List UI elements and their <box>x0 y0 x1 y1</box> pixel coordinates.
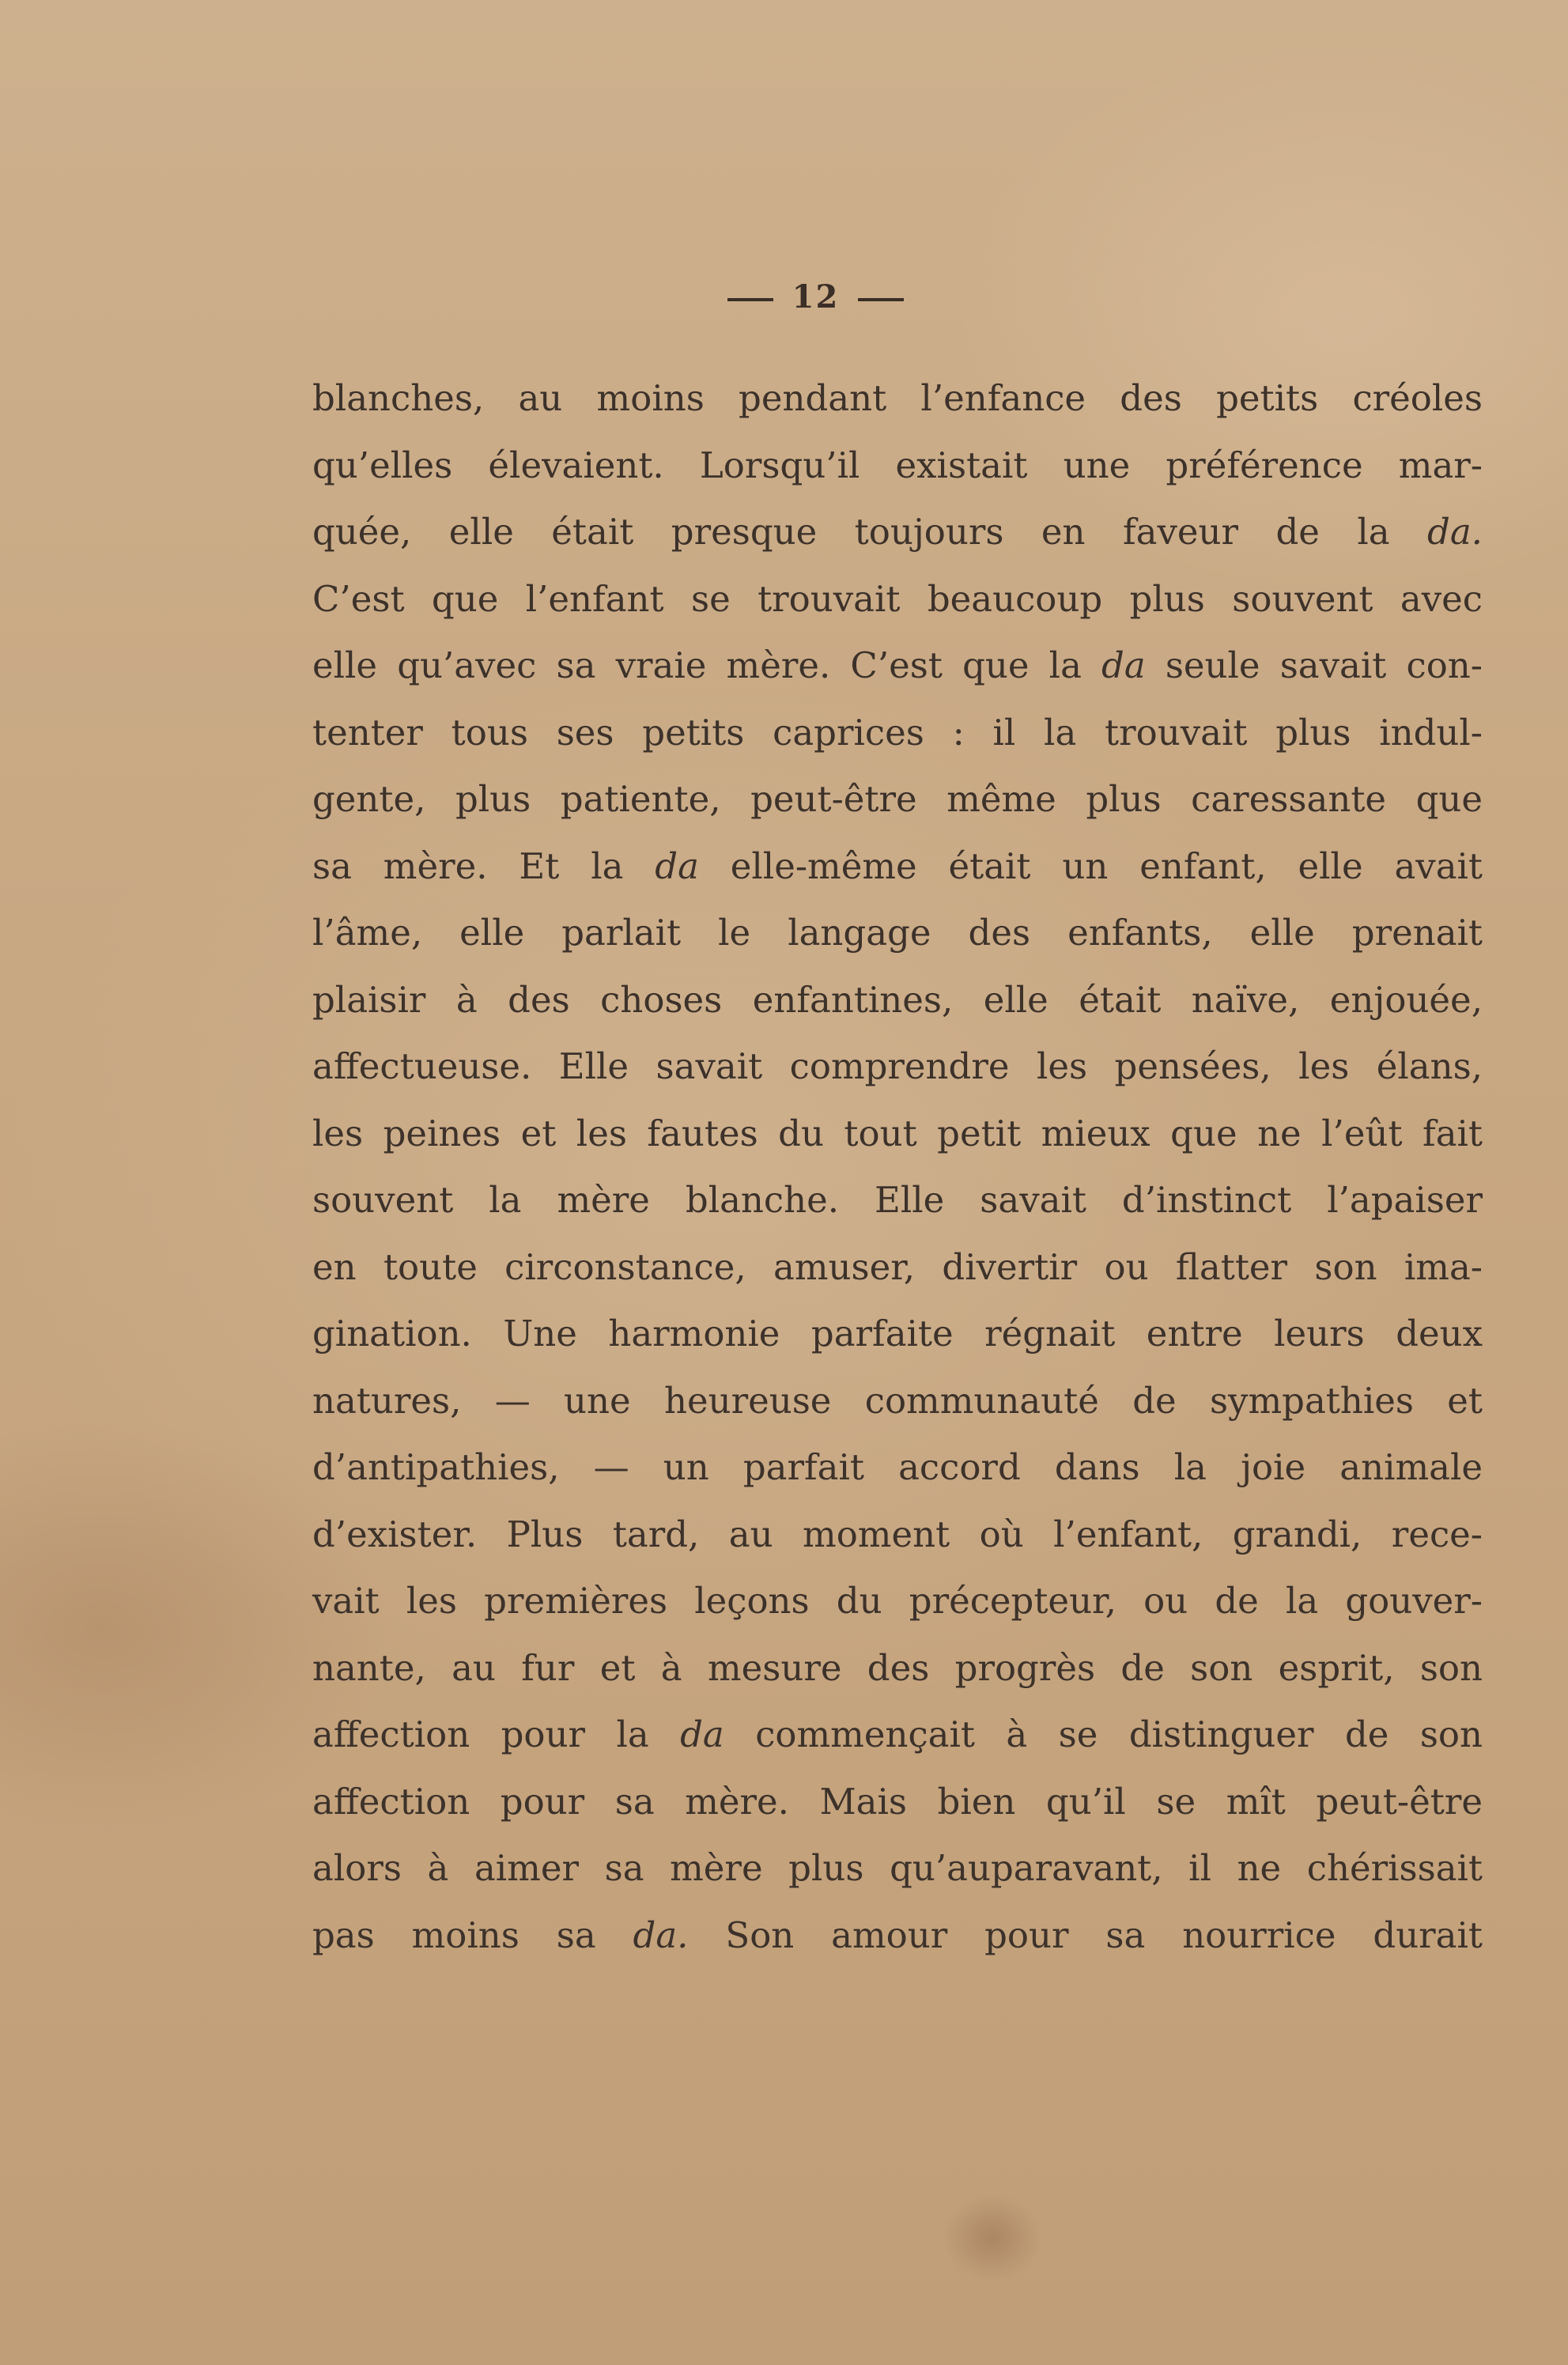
text-line <box>312 433 1483 500</box>
text-segment: elle qu’avec sa vraie mère. C’est que la <box>312 644 1102 686</box>
text-line <box>312 1568 1483 1635</box>
text-line <box>312 1769 1483 1836</box>
text-segment: sa mère. Et la <box>312 844 656 887</box>
text-segment: vait les premières leçons du précepteur, ou de la gouver- <box>312 1580 1483 1622</box>
text-line <box>312 633 1483 700</box>
text-segment: qu’elles élevaient. Lorsqu’il existait une préférence mar- <box>312 444 1483 486</box>
text-segment: souvent la mère blanche. Elle savait d’instinct l’apaiser <box>312 1179 1483 1221</box>
page-number-header <box>32 278 1568 315</box>
text-segment: C’est que l’enfant se trouvait beaucoup plus souvent avec <box>312 577 1483 620</box>
text-segment: affection pour sa mère. Mais bien qu’il se mît peut-être <box>312 1780 1483 1823</box>
text-line <box>312 1635 1483 1702</box>
text-line <box>312 1702 1483 1769</box>
italic-term: da <box>1101 644 1146 686</box>
italic-term: da <box>655 844 699 887</box>
page-number: 12 <box>792 278 840 315</box>
text-line <box>312 1033 1483 1101</box>
text-segment: nante, au fur et à mesure des progrès de son esprit, son <box>312 1646 1483 1689</box>
text-line <box>312 1502 1483 1569</box>
text-segment: plaisir à des choses enfantines, elle était naïve, enjouée, <box>312 978 1483 1021</box>
text-line <box>312 967 1483 1034</box>
italic-term: da. <box>633 1914 689 1956</box>
italic-term: da <box>680 1713 724 1755</box>
text-segment: commençait à se distinguer de son <box>724 1713 1483 1755</box>
text-line <box>312 766 1483 833</box>
text-segment: alors à aimer sa mère plus qu’auparavant, il ne chérissait <box>312 1847 1483 1889</box>
text-line <box>312 566 1483 633</box>
text-line <box>312 365 1483 433</box>
text-segment: blanches, au moins pendant l’enfance des petits créoles <box>312 377 1483 419</box>
text-segment: Son amour pour sa nourrice durait <box>688 1914 1483 1956</box>
text-segment: en toute circonstance, amuser, divertir ou flatter son ima- <box>312 1245 1483 1288</box>
body-text <box>312 365 1483 1969</box>
italic-term: da. <box>1427 511 1483 553</box>
text-line <box>312 700 1483 767</box>
text-line <box>312 1101 1483 1168</box>
text-line <box>312 1434 1483 1502</box>
text-line <box>312 1234 1483 1302</box>
text-line <box>312 1368 1483 1435</box>
text-line <box>312 833 1483 901</box>
text-line <box>312 1167 1483 1234</box>
text-segment: affection pour la <box>312 1713 681 1755</box>
text-segment: seule savait con- <box>1145 644 1483 686</box>
text-segment: d’exister. Plus tard, au moment où l’enfant, grandi, rece- <box>312 1513 1483 1555</box>
text-segment: quée, elle était presque toujours en faveur de la <box>312 511 1428 553</box>
text-segment: gente, plus patiente, peut-être même plus caressante que <box>312 778 1483 820</box>
text-line <box>312 1301 1483 1368</box>
left-dash <box>727 298 773 301</box>
text-line <box>312 1835 1483 1902</box>
text-segment: gination. Une harmonie parfaite régnait entre leurs deux <box>312 1313 1483 1354</box>
text-segment: les peines et les fautes du tout petit mieux que ne l’eût fait <box>312 1112 1483 1154</box>
text-segment: elle-même était un enfant, elle avait <box>698 844 1483 887</box>
text-segment: natures, — une heureuse communauté de sympathies et <box>312 1379 1483 1422</box>
text-line <box>312 1902 1483 1970</box>
text-segment: l’âme, elle parlait le langage des enfants, elle prenait <box>312 912 1483 954</box>
right-dash <box>858 298 904 301</box>
text-line <box>312 499 1483 566</box>
text-segment: tenter tous ses petits caprices : il la trouvait plus indul- <box>312 711 1483 754</box>
text-segment: affectueuse. Elle savait comprendre les pensées, les élans, <box>312 1045 1483 1087</box>
text-segment: pas moins sa <box>312 1914 633 1956</box>
text-segment: d’antipathies, — un parfait accord dans la joie animale <box>312 1446 1483 1488</box>
text-line <box>312 900 1483 967</box>
